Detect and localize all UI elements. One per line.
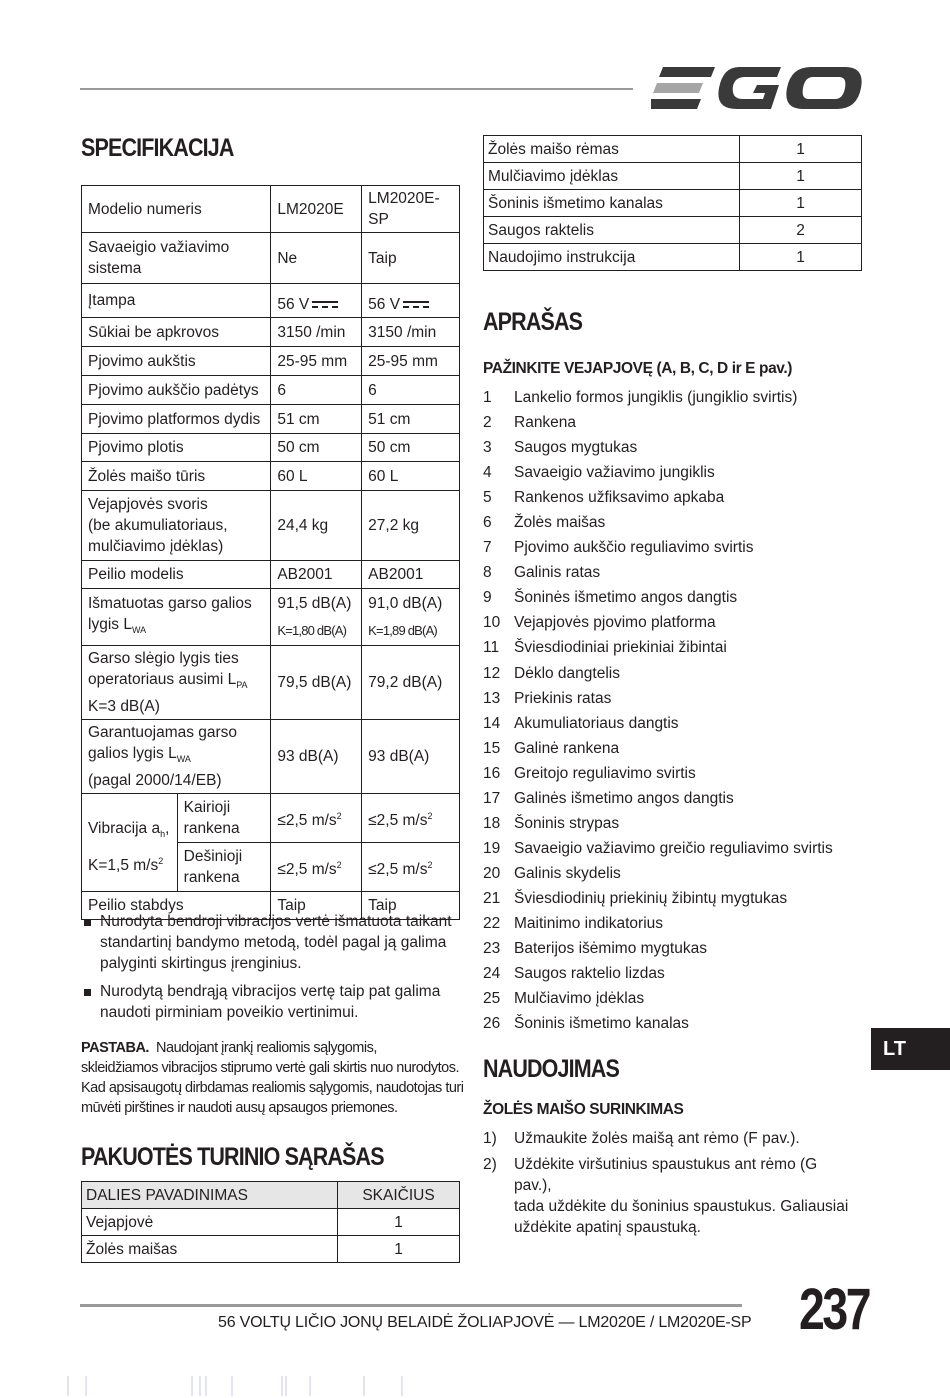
spec-label-line: (be akumuliatoriaus, bbox=[88, 517, 228, 534]
list-item: 23 Baterijos išėmimo mygtukas bbox=[483, 940, 707, 958]
table-row bbox=[82, 186, 460, 233]
spec-value: 91,5 dB(A) K=1,80 dB(A) bbox=[271, 589, 362, 646]
voltage-value: 56 V bbox=[368, 296, 401, 313]
table-row bbox=[82, 720, 460, 794]
table-row bbox=[82, 347, 460, 376]
spec-value: 79,2 dB(A) bbox=[362, 646, 460, 720]
list-item: 2) Uždėkite viršutinius spaustukus ant rėmo (G pav.), tada uždėkite du šoninius spaustukus. Galiausiai uždėkite apatinį spaustuką. bbox=[483, 1156, 849, 1236]
table-row bbox=[82, 589, 460, 646]
spec-label: Pjovimo aukštis bbox=[82, 347, 271, 376]
table-header-row bbox=[82, 1182, 460, 1209]
list-item: 13 Priekinis ratas bbox=[483, 689, 612, 707]
bullet-square-icon bbox=[84, 989, 91, 996]
packing-table bbox=[81, 1181, 460, 1263]
list-item: 1 Lankelio formos jungiklis (jungiklio svirtis) bbox=[483, 389, 798, 406]
packing-title: PAKUOTĖS TURINIO SĄRAŠAS bbox=[81, 1143, 384, 1171]
list-item: 14 Akumuliatoriaus dangtis bbox=[483, 714, 679, 732]
print-marks bbox=[60, 1376, 460, 1396]
list-item: 10 Vejapjovės pjovimo platforma bbox=[483, 614, 716, 632]
spec-label-line: Vejapjovės svoris bbox=[88, 496, 208, 513]
spec-label-line: K=1,5 $m/s^2$ bbox=[88, 855, 164, 874]
column-header: SKAIČIUS bbox=[338, 1182, 460, 1209]
spec-label-line: lygis $L_{WA}$ bbox=[88, 615, 147, 636]
list-item: 12 Dėklo dangtelis bbox=[483, 664, 620, 682]
list-item: 1) Užmaukite žolės maišą ant rėmo (F pav.). bbox=[483, 1130, 800, 1147]
language-tab: LT bbox=[871, 1028, 950, 1070]
header-rule bbox=[80, 88, 633, 90]
table-row bbox=[82, 794, 460, 843]
table-row: Vejapjovė 1 bbox=[82, 1209, 460, 1236]
list-item: 11 Šviesdiodiniai priekiniai žibintai bbox=[483, 639, 727, 657]
list-item: 19 Savaeigio važiavimo greičio reguliavimo svirtis bbox=[483, 839, 833, 857]
spec-value: LM2020E-SP bbox=[362, 186, 460, 233]
table-row bbox=[82, 318, 460, 347]
spec-label bbox=[82, 491, 271, 561]
spec-value: 3150 /min bbox=[362, 318, 460, 347]
spec-label: Pjovimo plotis bbox=[82, 434, 271, 462]
spec-label-line: (pagal 2000/14/EB) bbox=[88, 772, 222, 790]
spec-value bbox=[271, 284, 362, 318]
bullet-item: Nurodytą bendrąją vibracijos vertę taip pat galima naudoti pirminiam poveikio vertinimui. bbox=[81, 981, 461, 1023]
spec-value: 50 cm bbox=[271, 434, 362, 462]
table-row bbox=[82, 462, 460, 491]
list-item: 8 Galinis ratas bbox=[483, 564, 601, 582]
usage-subtitle: ŽOLĖS MAIŠO SURINKIMAS bbox=[483, 1101, 684, 1118]
table-row: Žolės maišo rėmas 1 bbox=[484, 136, 862, 163]
spec-table bbox=[81, 185, 460, 920]
spec-value: AB2001 bbox=[362, 561, 460, 589]
list-item: 5 Rankenos užfiksavimo apkaba bbox=[483, 489, 725, 507]
parts-list bbox=[483, 385, 833, 1036]
table-row: Saugos raktelis 2 bbox=[484, 217, 862, 244]
table-row bbox=[82, 561, 460, 589]
packing-table-continued bbox=[483, 135, 862, 271]
list-item: 17 Galinės išmetimo angos dangtis bbox=[483, 789, 734, 807]
list-item: 22 Maitinimo indikatorius bbox=[483, 914, 664, 932]
table-row bbox=[82, 376, 460, 405]
list-item: 3 Saugos mygtukas bbox=[483, 439, 638, 457]
spec-label-line: Išmatuotas garso galios bbox=[88, 594, 252, 612]
table-row bbox=[82, 491, 460, 561]
spec-label-line: mulčiavimo įdėklas) bbox=[88, 538, 224, 555]
table-row: Mulčiavimo įdėklas 1 bbox=[484, 163, 862, 190]
spec-value: 91,0 dB(A) K=1,89 dB(A) bbox=[362, 589, 460, 646]
spec-value: 6 bbox=[362, 376, 460, 405]
spec-label-line: Garso slėgio lygis ties bbox=[88, 650, 239, 667]
description-subtitle: PAŽINKITE VEJAPJOVĘ (A, B, C, D ir E pav.) bbox=[483, 360, 793, 377]
spec-label bbox=[82, 646, 271, 720]
spec-value: Taip bbox=[362, 892, 460, 920]
spec-label: Peilio modelis bbox=[82, 561, 271, 589]
list-item: 21 Šviesdiodinių priekinių žibintų mygtukas bbox=[483, 889, 788, 907]
list-item: 6 Žolės maišas bbox=[483, 514, 606, 532]
voltage-value: 56 V bbox=[277, 296, 310, 313]
spec-label: Įtampa bbox=[82, 284, 271, 318]
spec-value: AB2001 bbox=[271, 561, 362, 589]
spec-label-line: operatoriaus ausimi $L_{PA}$ bbox=[88, 671, 248, 691]
spec-label bbox=[82, 589, 271, 646]
spec-value: 24,4 kg bbox=[271, 491, 362, 561]
bullet-item: Nurodyta bendroji vibracijos vertė išmatuota taikant standartinį bandymo metodą, todėl pagal ją galima palyginti skirtingus įrenginius. bbox=[81, 911, 461, 974]
list-item: 2 Rankena bbox=[483, 414, 577, 432]
table-row: Žolės maišas 1 bbox=[82, 1236, 460, 1263]
spec-label-line: Garantuojamas garso bbox=[88, 724, 238, 742]
spec-value: ≤2,5 $m/s^2$ bbox=[271, 794, 362, 843]
spec-label bbox=[82, 720, 271, 794]
spec-value: ≤2,5 $m/s^2$ bbox=[271, 843, 362, 892]
spec-label: Pjovimo platformos dydis bbox=[82, 405, 271, 434]
spec-value: Taip bbox=[362, 233, 460, 284]
spec-label-line: galios lygis $L_{WA}$ bbox=[88, 745, 191, 765]
list-item: 4 Savaeigio važiavimo jungiklis bbox=[483, 464, 715, 482]
spec-sublabel: Dešinioji rankena bbox=[177, 843, 271, 892]
spec-value: Ne bbox=[271, 233, 362, 284]
note-paragraph: PASTABA. Naudojant įrankį realiomis sąlygomis, skleidžiamos vibracijos stiprumo vertė gali skirtis nuo nurodytos. Kad apsisaugotų dirbdamas realiomis sąlygomis, naudotojas turi mūvėti pirštines ir naudoti ausų apsaugos priemones. bbox=[81, 1040, 464, 1116]
spec-value bbox=[362, 284, 460, 318]
table-row bbox=[82, 434, 460, 462]
spec-value: ≤2,5 $m/s^2$ bbox=[362, 794, 460, 843]
spec-sublabel: Kairioji rankena bbox=[177, 794, 271, 843]
note-label: PASTABA. bbox=[81, 1040, 149, 1056]
table-row: Šoninis išmetimo kanalas 1 bbox=[484, 190, 862, 217]
bullet-square-icon bbox=[84, 919, 91, 926]
spec-value: 3150 /min bbox=[271, 318, 362, 347]
list-item: 18 Šoninis strypas bbox=[483, 814, 620, 832]
table-row bbox=[82, 646, 460, 720]
spec-value: Taip bbox=[271, 892, 362, 920]
spec-value: 79,5 dB(A) bbox=[271, 646, 362, 720]
ego-logo bbox=[651, 64, 863, 112]
spec-label: Sūkiai be apkrovos bbox=[82, 318, 271, 347]
usage-title: NAUDOJIMAS bbox=[483, 1055, 619, 1083]
spec-value: LM2020E bbox=[271, 186, 362, 233]
spec-value: 51 cm bbox=[362, 405, 460, 434]
list-item: 16 Greitojo reguliavimo svirtis bbox=[483, 764, 696, 782]
spec-value: 50 cm bbox=[362, 434, 460, 462]
table-row: Naudojimo instrukcija 1 bbox=[484, 244, 862, 271]
footer-title: 56 VOLTŲ LIČIO JONŲ BELAIDĖ ŽOLIAPJOVĖ — LM2020E / LM2020E-SP bbox=[218, 1314, 752, 1331]
list-item: 7 Pjovimo aukščio reguliavimo svirtis bbox=[483, 539, 754, 557]
spec-label-line: K=3 dB(A) bbox=[88, 698, 160, 716]
footer-rule bbox=[80, 1304, 742, 1307]
spec-label: Pjovimo aukščio padėtys bbox=[82, 376, 271, 405]
page-number: 237 bbox=[799, 1277, 870, 1342]
spec-value: 51 cm bbox=[271, 405, 362, 434]
list-item: 9 Šoninės išmetimo angos dangtis bbox=[483, 589, 738, 607]
table-row bbox=[82, 405, 460, 434]
spec-value: ≤2,5 $m/s^2$ bbox=[362, 843, 460, 892]
description-title: APRAŠAS bbox=[483, 308, 583, 336]
spec-value: 6 bbox=[271, 376, 362, 405]
steps-list bbox=[483, 1128, 853, 1243]
spec-label: Modelio numeris bbox=[82, 186, 271, 233]
spec-value: 93 dB(A) bbox=[271, 720, 362, 794]
spec-value: 93 dB(A) bbox=[362, 720, 460, 794]
dc-current-icon bbox=[312, 300, 338, 310]
list-item: 15 Galinė rankena bbox=[483, 739, 620, 757]
spec-title: SPECIFIKACIJA bbox=[81, 134, 234, 162]
dc-current-icon bbox=[403, 300, 429, 310]
spec-label: Žolės maišo tūris bbox=[82, 462, 271, 491]
spec-label: Peilio stabdys bbox=[82, 892, 271, 920]
spec-label bbox=[82, 794, 178, 892]
spec-value: 25-95 mm bbox=[271, 347, 362, 376]
vibration-notes bbox=[81, 911, 461, 1030]
list-item: 26 Šoninis išmetimo kanalas bbox=[483, 1015, 689, 1033]
spec-value: 25-95 mm bbox=[362, 347, 460, 376]
list-item: 25 Mulčiavimo įdėklas bbox=[483, 990, 645, 1008]
table-row bbox=[82, 284, 460, 318]
spec-value: 60 L bbox=[362, 462, 460, 491]
spec-value: 27,2 kg bbox=[362, 491, 460, 561]
spec-label: Savaeigio važiavimo sistema bbox=[82, 233, 271, 284]
column-header: DALIES PAVADINIMAS bbox=[82, 1182, 338, 1209]
spec-value: 60 L bbox=[271, 462, 362, 491]
spec-label-line: Vibracija $a_h$, bbox=[88, 819, 170, 839]
list-item: 20 Galinis skydelis bbox=[483, 864, 621, 882]
table-row bbox=[82, 233, 460, 284]
list-item: 24 Saugos raktelio lizdas bbox=[483, 965, 665, 983]
